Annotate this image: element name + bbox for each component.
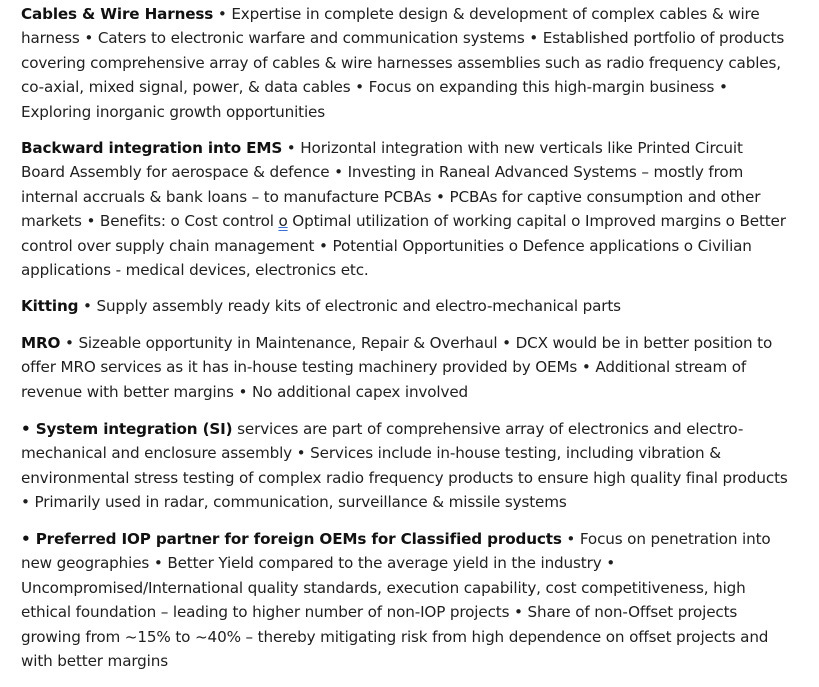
text-kitting: • Supply assembly ready kits of electronic and electro-mechanical parts bbox=[78, 297, 621, 315]
heading-backward-integration: Backward integration into EMS bbox=[21, 139, 283, 157]
paragraph-cables-wire-harness bbox=[21, 2, 791, 124]
text-system-integration: services are part of comprehensive array of electronics and electro-mechanical and enclosure assembly • Services include in-house testing, including vibration & environmental stress testing of complex radio frequency products to ensure high quality final products • Primarily used in radar, communication, surveillance & missile systems bbox=[21, 420, 788, 512]
spellcheck-underlined-word: o bbox=[278, 212, 288, 231]
text-mro: • Sizeable opportunity in Maintenance, Repair & Overhaul • DCX would be in better position to offer MRO services as it has in-house testing machinery provided by OEMs • Additional stream of revenue with better margins • No additional capex involved bbox=[21, 334, 773, 401]
text-cables-wire-harness: • Expertise in complete design & development of complex cables & wire harness • Caters to electronic warfare and communication systems • Established portfolio of products covering comprehensive array of cables & wire harnesses assemblies such as radio frequency cables, co-axial, mixed signal, power, & data cables • Focus on expanding this high-margin business • Exploring inorganic growth opportunities bbox=[21, 5, 785, 121]
paragraph-backward-integration bbox=[21, 136, 791, 282]
paragraph-system-integration bbox=[21, 417, 791, 515]
heading-mro: MRO bbox=[21, 334, 61, 352]
text-preferred-iop-partner: • Focus on penetration into new geographies • Better Yield compared to the average yield in the industry • Uncompromised/International quality standards, execution capability, cost competitiveness, high ethical foundation – leading to higher number of non-IOP projects • Share of non-Offset projects growing from ~15% to ~40% – thereby mitigating risk from high dependence on offset projects and with better margins bbox=[21, 530, 771, 671]
text-backward-integration-part2: Optimal utilization of working capital o Improved margins o Better control over supply chain management • Potential Opportunities o Defence applications o Civilian applications - medical devices, electronics etc. bbox=[21, 212, 786, 280]
text-backward-integration-part1: • Horizontal integration with new verticals like Printed Circuit Board Assembly for aerospace & defence • Investing in Raneal Advanced Systems – mostly from internal accruals & bank loans – to manufacture PCBAs • PCBAs for captive consumption and other markets • Benefits: o Cost control bbox=[21, 139, 761, 231]
paragraph-preferred-iop-partner bbox=[21, 527, 791, 673]
heading-cables-wire-harness: Cables & Wire Harness bbox=[21, 5, 214, 23]
paragraph-mro bbox=[21, 331, 791, 404]
heading-kitting: Kitting bbox=[21, 297, 79, 315]
paragraph-kitting bbox=[21, 294, 791, 318]
heading-system-integration: • System integration (SI) bbox=[21, 420, 233, 438]
heading-preferred-iop-partner: • Preferred IOP partner for foreign OEMs for Classified products bbox=[21, 530, 562, 548]
